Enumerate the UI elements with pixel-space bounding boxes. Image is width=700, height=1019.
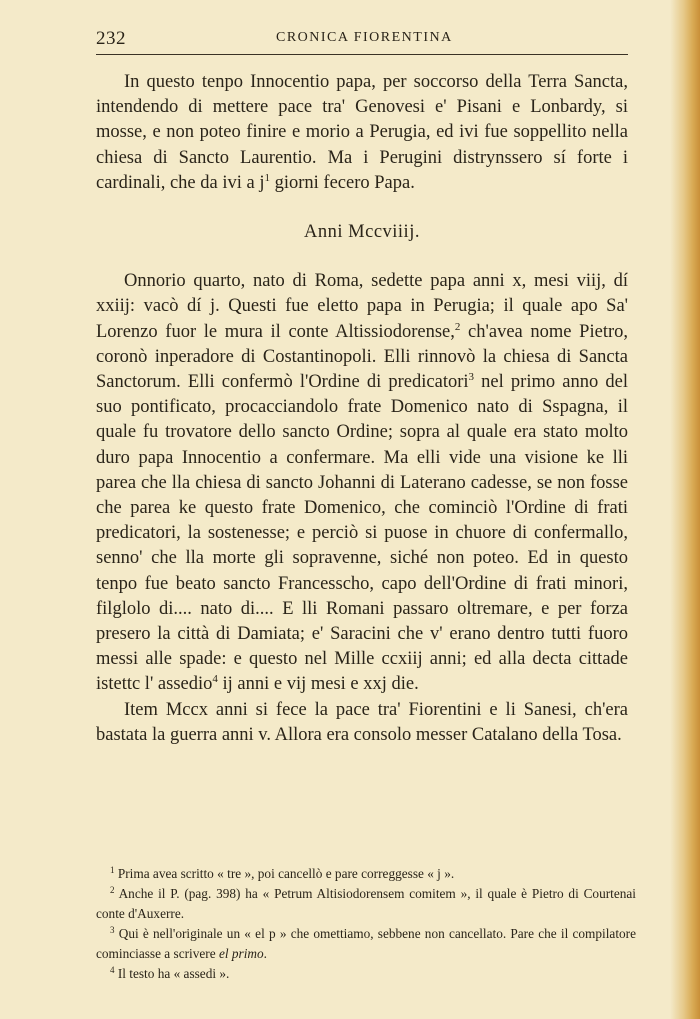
paragraph-2-c: nel primo anno del suo pontificato, procacciandolo frate Domenico nato di Sspagna, il quale fu trovatore dello sancto Ordine; sopra al quale era stato molto duro papa Innocentio a confermare. Ma elli vide una visione ke lli parea che lla chiesa di sancto Johanni di Laterano cadesse, se non fosse che parea ke questo frate Domenico, che cominciò l'Ordine di frati predicatori, la sostenesse; e perciò si puose in chuore di confermallo, senno' che lla morte gli sopravenne, siché non poteo. Ed in questo tenpo fue beato sancto Francesscho, capo dell'Ordine di frati minori, filglolo di.... nato di.... E lli Romani passaro oltremare, e per forza presero la città di Damiata; e' Saracini che v' erano dentro tutti fuoro messi alle spade: e questo nel Mille ccxiij anni; ed alla decta cittade istettc l' assedio: [96, 372, 628, 695]
footnote-3-end: .: [263, 946, 267, 961]
footnote-3-text: Qui è nell'originale un « el p » che omettiamo, sebbene non cancellato. Pare che il compilatore cominciasse a scrivere: [96, 926, 636, 961]
section-heading: Anni Mccviiij.: [304, 222, 420, 243]
paragraph-1-text: In questo tenpo Innocentio papa, per soccorso della Terra Sancta, intendendo di mettere pace tra' Genovesi e' Pisani e Lonbardy, si mosse, e non poteo finire e morio a Perugia, ed ivi fue soppellito nella chiesa di Sancto Laurentio. Ma i Perugini distrynssero sí forte i cardinali, che da ivi a j: [96, 72, 628, 193]
footnote-3-italic: el primo: [218, 946, 264, 961]
page-edge-shadow: [670, 0, 700, 1019]
footnote-3: [96, 924, 636, 964]
footnote-1-text: Prima avea scritto « tre », poi cancellò e pare correggesse « j ».: [117, 866, 455, 881]
page-number: 232: [96, 28, 126, 49]
footnote-ref-3: 3: [468, 371, 475, 384]
footnotes: [96, 864, 636, 984]
body-text: [96, 70, 628, 748]
paragraph-1: [96, 70, 628, 196]
paragraph-2-d: ij anni e vij mesi e xxj die.: [217, 674, 419, 695]
footnote-1: [96, 864, 636, 884]
paragraph-3: Item Mccx anni si fece la pace tra' Fiorentini e li Sanesi, ch'era bastata la guerra anni v. Allora era consolo messer Catalano della Tosa.: [96, 699, 628, 745]
footnote-ref-1: 1: [264, 171, 270, 184]
footnote-3-number: 3: [110, 925, 115, 935]
paragraph-2-b: ch'avea nome Pietro, coronò inperadore di Costantinopoli. Elli rinnovò la chiesa di Sancta Sanctorum. Elli confermò l'Ordine di predicatori: [96, 321, 628, 393]
paragraph-2: [96, 269, 628, 697]
footnote-ref-4: 4: [212, 673, 218, 686]
page-header: [96, 28, 628, 52]
paragraph-2-a: Onnorio quarto, nato di Roma, sedette papa anni x, mesi viij, dí xxiij: vacò dí j. Questi fue eletto papa in Perugia; il quale apo Sa' Lorenzo fuor le mura il conte Altissiodorense,: [96, 271, 628, 342]
header-rule: [96, 54, 628, 55]
footnote-2: [96, 884, 636, 924]
paragraph-1-end: giorni fecero Papa.: [269, 172, 415, 193]
footnote-4: [96, 964, 636, 984]
footnote-1-number: 1: [110, 865, 115, 875]
footnote-ref-2: 2: [454, 320, 461, 333]
footnote-2-text: Anche il P. (pag. 398) ha « Petrum Altisiodorensem comitem », il quale è Pietro di Courtenai conte d'Auxerre.: [96, 886, 636, 921]
running-title: CRONICA FIORENTINA: [276, 30, 453, 45]
footnote-2-number: 2: [110, 885, 115, 895]
footnote-4-number: 4: [110, 965, 115, 975]
footnote-4-text: Il testo ha « assedi ».: [117, 966, 230, 981]
